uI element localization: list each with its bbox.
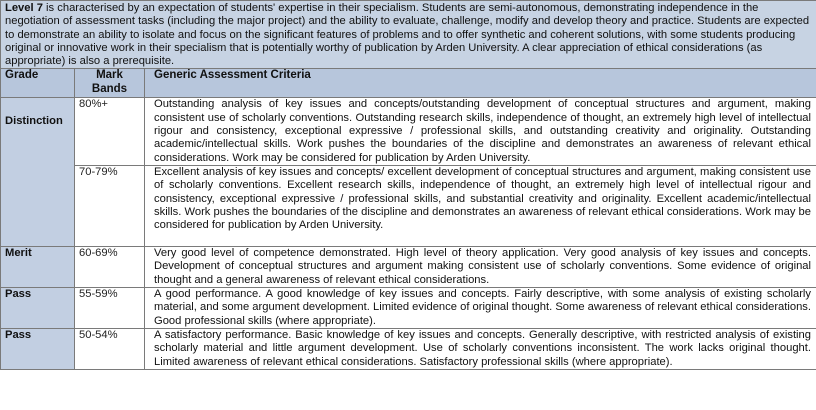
band-cell: 60-69% <box>75 246 145 287</box>
band-cell: 70-79% <box>75 165 145 246</box>
criteria-cell: Outstanding analysis of key issues and concepts/outstanding development of conceptual structures and argument, making consistent use of scholarly conventions. Outstanding research skills, independence of thought, an extremely high level of intellectual rigour and consistency, exceptional expressive / professional skills, and outstanding creativity and originality. Outstanding academic/intellectual skills. Work pushes the boundaries of the discipline and demonstrates an awareness of relevant ethical considerations. Work may be considered for publication by Arden University. <box>145 98 816 165</box>
grade-cell: Pass <box>1 287 75 328</box>
table-row <box>1 98 816 165</box>
table-row <box>1 328 816 369</box>
header-mark-bands: Mark Bands <box>75 69 145 98</box>
table-row <box>1 287 816 328</box>
band-cell: 55-59% <box>75 287 145 328</box>
level-description: is characterised by an expectation of students' expertise in their specialism. Students are semi-autonomous, demonstrating independence in the negotiation of assessment tasks (including the major project) and the ability to evaluate, challenge, modify and develop theory and practice. Students are expected to demonstrate an ability to isolate and focus on the significant features of problems and to offer synthetic and coherent solutions, with some students producing original or innovative work in their specialism that is potentially worthy of publication by Arden University. A clear appreciation of ethical considerations (as appropriate) is also a prerequisite. <box>5 2 810 68</box>
grade-cell: Merit <box>1 246 75 287</box>
band-cell: 80%+ <box>75 98 145 165</box>
level-intro <box>1 1 816 69</box>
criteria-cell: A good performance. A good knowledge of key issues and concepts. Fairly descriptive, with some analysis of existing scholarly material, and some argument development. Limited evidence of original thought. Some awareness of relevant ethical considerations. Good professional skills (where appropriate). <box>145 287 816 328</box>
grade-cell: Pass <box>1 328 75 369</box>
grade-cell <box>1 98 75 246</box>
table-row <box>1 246 816 287</box>
criteria-cell: A satisfactory performance. Basic knowledge of key issues and concepts. Generally descriptive, with restricted analysis of existing scholarly material and little argument development. Use of scholarly conventions inconsistent. The work lacks original thought. Limited awareness of relevant ethical considerations. Satisfactory professional skills (where appropriate). <box>145 328 816 369</box>
criteria-cell: Excellent analysis of key issues and concepts/ excellent development of conceptual structures and argument, making consistent use of scholarly conventions. Excellent research skills, independence of thought, an extremely high level of intellectual rigour and consistency, exceptional expressive / professional skills, and substantial creativity and originality. Excellent academic/intellectual skills. Work pushes the boundaries of the discipline and demonstrates an awareness of relevant ethical considerations. Work may be considered for publication by Arden University. <box>145 165 816 246</box>
grade-label: Distinction <box>5 115 63 128</box>
level-intro-row <box>1 1 816 69</box>
header-grade: Grade <box>1 69 75 98</box>
level-label: Level 7 <box>5 2 43 14</box>
header-row <box>1 69 816 98</box>
band-cell: 50-54% <box>75 328 145 369</box>
table-row <box>1 165 816 246</box>
criteria-cell: Very good level of competence demonstrated. High level of theory application. Very good analysis of key issues and concepts. Development of conceptual structures and argument making consistent use of scholarly conventions. Some evidence of original thought and a general awareness of relevant ethical considerations. <box>145 246 816 287</box>
header-criteria: Generic Assessment Criteria <box>145 69 816 98</box>
